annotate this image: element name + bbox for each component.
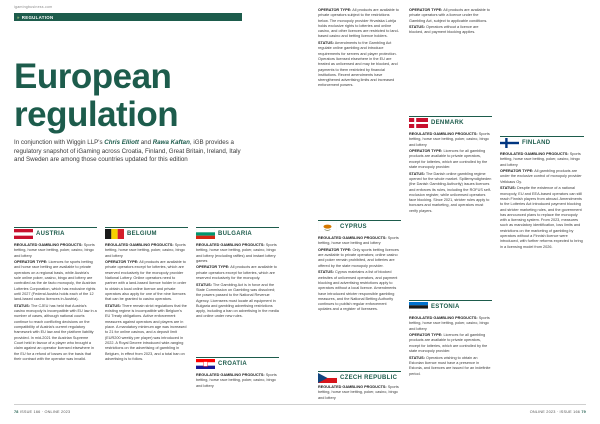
op-type-label: OPERATOR TYPE: [409, 333, 443, 338]
status-label: STATUS: [318, 270, 334, 275]
op-type-label: OPERATOR TYPE: [196, 265, 230, 270]
author-2: Rawa Kaftan [152, 139, 190, 146]
chevron-icon: » [17, 14, 20, 20]
finland-status: Despite the existence of a national monopoly, EU and EEA-based operators can still reach Finnish players from abroad. Amendments to the Lotteries Act introduced payment blocking and stricter marketing rules, and the government has announced plans to replace the monopoly with a licensing system. From 2023, measures such as mandatory identification, loss limits and restrictions on the marketing of gambling by operators without a Finnish licence were introduced, with further reforms expected to bring in a licensing model from 2026. [500, 186, 583, 249]
belgium-op-type: All products are available to private operators except for lotteries, which are reserved exclusively for the monopoly provider National Lottery. Online operators need to partner with a land-based licence holder in order to obtain a local online licence and private operators also apply for one of the nine licences that can be granted to casino operators. [105, 260, 187, 302]
bulgaria-status: The Gambling Act is in force and the State Commission on Gambling was dissolved; the powers passed to the National Revenue Agency. Licensees must locate all equipment in Bulgaria and gambling advertising restrictions apply, including a ban on advertising in the media and online under new rules. [196, 282, 279, 319]
status-label: STATUS: [318, 41, 334, 46]
op-type-label: OPERATOR TYPE: [409, 8, 443, 12]
rgp-label: REGULATED GAMBLING PRODUCTS: [500, 152, 569, 156]
cyprus-status: Cyprus maintains a list of blocked websites of unlicensed operators, and payment blocking and advertising restrictions apply to operators without a local licence. Amendments have introduced stricter responsible gambling measures, and the National Betting Authority continues to publish regular enforcement updates and a register of licensees. [318, 270, 398, 312]
op-type-label: OPERATOR TYPE: [318, 8, 352, 12]
status-label: STATUS: [196, 282, 212, 287]
country-name-belgium: BELGIUM [127, 231, 157, 237]
czech-text [318, 385, 401, 402]
status-label: STATUS: [409, 25, 425, 30]
czech-continued-text [409, 8, 492, 37]
denmark-status: The Danish online gambling regime opened for the whole market. Spillemyndigheden (the Danish Gambling Authority) issues licences and enforces its rules, including the ROFUS self-exclusion register, while unlicensed operators face blocking. Since 2021, stricter rules apply to bonuses and marketing, and operators must verify players. [409, 171, 492, 213]
cyprus-text [318, 236, 401, 314]
estonia-status: Operators wishing to obtain an Estonian licence must have a presence in Estonia, and licences are issued for an indefinite period. [409, 355, 491, 376]
country-name-denmark: DENMARK [431, 120, 464, 126]
czech-republic-flag-icon [318, 373, 337, 383]
croatia-text [196, 373, 279, 390]
croatia-op-type: All products are available to private operators subject to the restrictions below. The monopoly provider Hrvatska Lutrija holds exclusive rights to lotteries and online casino, and other licences are restricted to land-based casino and betting licence holders. [318, 8, 399, 39]
section-label [17, 15, 53, 20]
page-number-left: 78 [14, 410, 19, 414]
finland-rgp: Sports betting, horse race betting, poker, casino, bingo and lottery [500, 152, 581, 167]
country-name-austria: AUSTRIA [36, 231, 65, 237]
austria-op-type: Licences for sports betting and horse race betting are available to private operators on a regional basis, while Austria's sole online poker, casino, bingo and lottery are controlled as the de facto monopoly, the Austrian Lotteries Corporation, which has exclusive rights until 2027 (Federal Austria holds each of the 12 land-based casino licences in Austria). [14, 260, 96, 302]
title-line-1: European [14, 57, 172, 96]
title-line-2: regulation [14, 95, 179, 134]
bulgaria-text [196, 243, 279, 321]
denmark-op-type: Licences for all gambling products are available to private operators, except for lotteries, which are controlled by the state monopoly provider. [409, 149, 488, 170]
finland-text [500, 152, 584, 251]
rgp-label: REGULATED GAMBLING PRODUCTS: [196, 243, 265, 247]
bulgaria-flag-icon [196, 229, 215, 239]
rgp-label: REGULATED GAMBLING PRODUCTS: [105, 243, 174, 247]
divider [409, 300, 492, 301]
divider [196, 227, 279, 228]
page-number-right: 79 [581, 410, 586, 414]
cyprus-rgp: Sports betting, horse race betting and lottery [318, 236, 399, 246]
country-name-cyprus: CYPRUS [340, 224, 367, 230]
rgp-label: REGULATED GAMBLING PRODUCTS: [409, 132, 478, 136]
finland-op-type: All gambling products are under the exclusive control of monopoly provider Veikkaus Oy. [500, 169, 582, 184]
czech-op-type: All products are available to private operators with a licence under the Gambling Act, subject to applicable conditions. [409, 8, 490, 23]
estonia-rgp: Sports betting, horse race betting, poker, casino, bingo and lottery [409, 316, 490, 331]
op-type-label: OPERATOR TYPE: [318, 247, 352, 252]
country-name-estonia: ESTONIA [431, 304, 460, 310]
croatia-continued-text [318, 8, 401, 90]
intro-pre: In conjunction with Wiggin LLP's [14, 139, 105, 146]
footer-issue-left: ISSUE 166 · ONLINE 2023 [19, 410, 71, 414]
status-label: STATUS: [105, 303, 121, 308]
austria-status: The CJEU has held that Austria's casino monopoly is incompatible with EU law in a number of cases, although national courts continue to reach conflicting decisions on the compatibility of Austria's current regulatory framework with EU law and the platform liability provided. In mid-2021 the Austrian Supreme Court held in favour of a player who brought a claim against an operator licensed elsewhere in the EU for a refund of losses on the basis that their contract with the operator was invalid. [14, 303, 97, 361]
op-type-label: OPERATOR TYPE: [14, 260, 48, 265]
divider [318, 371, 401, 372]
divider [409, 116, 492, 117]
op-type-label: OPERATOR TYPE: [500, 169, 534, 174]
section-title: REGULATION [21, 14, 54, 20]
country-name-croatia: CROATIA [218, 361, 247, 367]
denmark-flag-icon [409, 118, 428, 128]
belgium-flag-icon [105, 229, 124, 239]
croatia-rgp: Sports betting, horse race betting, poker, casino, bingo and lottery [196, 373, 277, 388]
austria-rgp: Sports betting, horse race betting, poker, casino, bingo and lottery [14, 243, 95, 258]
denmark-rgp: Sports betting, horse race betting, poker, casino, bingo and lottery [409, 132, 490, 147]
status-label: STATUS: [14, 303, 30, 308]
footer-right [530, 410, 586, 414]
op-type-label: OPERATOR TYPE: [105, 260, 139, 265]
rgp-label: REGULATED GAMBLING PRODUCTS: [409, 316, 478, 320]
site-url: igamingbusiness.com [14, 5, 53, 9]
intro-mid: and [139, 139, 153, 146]
czech-rgp: Sports betting, horse race betting, poker, casino, bingo and lottery [318, 385, 399, 400]
author-1: Chris Elliott [104, 139, 139, 146]
estonia-text [409, 316, 492, 378]
bulgaria-rgp: Sports betting, horse race betting, poker, casino, bingo and lottery (excluding raffles) and instant lottery games [196, 243, 277, 263]
czech-status: Operators without a licence are blocked, and payment blocking applies. [409, 25, 479, 35]
cyprus-op-type: Only sports betting licences are available to private operators; online casino and poker remain prohibited, and lotteries are offered by the state monopoly provider. [318, 247, 399, 268]
status-label: STATUS: [500, 186, 516, 191]
belgium-text [105, 243, 188, 363]
status-label: STATUS: [409, 171, 425, 176]
finland-flag-icon [500, 138, 519, 148]
status-label: STATUS: [409, 355, 425, 360]
croatia-flag-icon [196, 359, 215, 369]
belgium-rgp: Sports betting, horse race betting, poker, casino, bingo and lottery [105, 243, 186, 258]
footer-left [14, 410, 70, 414]
denmark-text [409, 132, 492, 215]
divider [196, 357, 279, 358]
croatia-status: Amendments to the Gambling Act regulate online gambling and introduce requirements for servers and player protection. Operators licensed elsewhere in the EU are treated as unlicensed and may be blocked, and payments to them restricted by financial institutions. Recent amendments have strengthened advertising limits and increased enforcement powers. [318, 41, 398, 88]
divider [105, 227, 188, 228]
austria-text [14, 243, 97, 363]
page-title [14, 58, 178, 134]
rgp-label: REGULATED GAMBLING PRODUCTS: [196, 373, 265, 377]
divider [500, 136, 584, 137]
austria-flag-icon [14, 229, 33, 239]
rgp-label: REGULATED GAMBLING PRODUCTS: [318, 385, 387, 389]
intro-post: , iGB provides a regulatory snapshot of iGaming across Croatia, Finland, Great Britain, Ireland, Italy and Sweden are among those countries updated for this edition [14, 139, 241, 164]
divider [318, 220, 401, 221]
op-type-label: OPERATOR TYPE: [409, 149, 443, 154]
rgp-label: REGULATED GAMBLING PRODUCTS: [318, 236, 387, 240]
cyprus-flag-icon [318, 222, 337, 232]
footer-issue-right: ONLINE 2023 · ISSUE 166 [529, 410, 581, 414]
rgp-label: REGULATED GAMBLING PRODUCTS: [14, 243, 83, 247]
intro-paragraph [14, 139, 244, 165]
estonia-op-type: Licences for all gambling products are available to private operators, except for lotteries, which are controlled by the state monopoly provider. [409, 333, 488, 354]
bulgaria-op-type: All products are available to private operators except for lotteries, which are reserved exclusively for the monopoly. [196, 265, 277, 281]
country-name-bulgaria: BULGARIA [218, 231, 253, 237]
country-name-czech-republic: CZECH REPUBLIC [340, 375, 398, 381]
footer-rule [14, 404, 586, 405]
belgium-status: There remain strict regulations that the existing regime is incompatible with Belgium's EU Treaty obligations. Active enforcement measures against operators and players are in place. A mandatory minimum age was increased to 21 for online casinos, and a deposit limit (EUR200 weekly per player) was introduced in 2022. A Royal Decree introduced wide-ranging restrictions on the advertising of gambling in Belgium, in effect from 2023, and a total ban on advertising is to follow. [105, 303, 187, 361]
estonia-flag-icon [409, 302, 428, 312]
country-name-finland: FINLAND [522, 140, 551, 146]
divider [14, 227, 97, 228]
